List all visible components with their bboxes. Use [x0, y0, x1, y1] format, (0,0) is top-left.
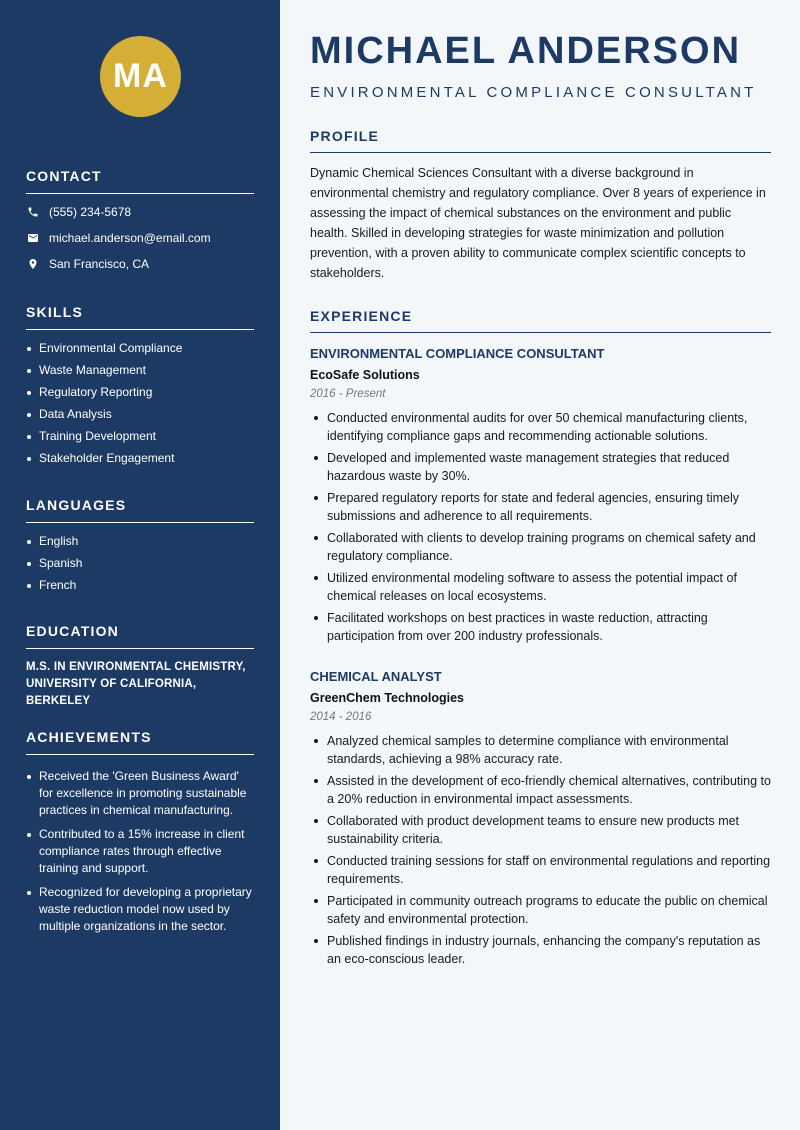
- candidate-name: MICHAEL ANDERSON: [310, 30, 742, 72]
- languages-list: [26, 533, 254, 594]
- job-company: GreenChem Technologies: [310, 691, 464, 705]
- list-item: Collaborated with product development teams to ensure new products met sustainability criteria.: [310, 812, 771, 848]
- email-text: michael.anderson@email.com: [49, 231, 211, 245]
- list-item: Analyzed chemical samples to determine compliance with environmental standards, achieving a 98% accuracy rate.: [310, 732, 771, 768]
- list-item: Spanish: [26, 555, 254, 572]
- list-item: Regulatory Reporting: [26, 384, 254, 401]
- skills-heading: SKILLS: [26, 304, 254, 330]
- list-item: Participated in community outreach programs to educate the public on chemical safety and environmental protection.: [310, 892, 771, 928]
- list-item: Recognized for developing a proprietary waste reduction model now used by multiple organizations in the sector.: [26, 884, 254, 935]
- contact-email: [26, 225, 254, 251]
- list-item: Stakeholder Engagement: [26, 450, 254, 467]
- education-section: [26, 623, 254, 710]
- contact-heading: CONTACT: [26, 168, 254, 194]
- job-bullets: [310, 732, 771, 968]
- location-text: San Francisco, CA: [49, 257, 150, 271]
- list-item: Conducted training sessions for staff on environmental regulations and reporting requirements.: [310, 852, 771, 888]
- avatar: MA: [100, 36, 181, 117]
- achievements-heading: ACHIEVEMENTS: [26, 729, 254, 755]
- list-item: Training Development: [26, 428, 254, 445]
- skills-section: [26, 304, 254, 472]
- list-item: English: [26, 533, 254, 550]
- list-item: Contributed to a 15% increase in client compliance rates through effective training and support.: [26, 826, 254, 877]
- experience-heading: EXPERIENCE: [310, 308, 771, 333]
- list-item: French: [26, 577, 254, 594]
- achievements-list: [26, 768, 254, 935]
- list-item: Waste Management: [26, 362, 254, 379]
- location-pin-icon: [26, 257, 40, 271]
- list-item: Data Analysis: [26, 406, 254, 423]
- list-item: Published findings in industry journals, enhancing the company's reputation as an eco-conscious leader.: [310, 932, 771, 968]
- list-item: Prepared regulatory reports for state and federal agencies, ensuring timely submissions and adherence to all requirements.: [310, 489, 771, 525]
- candidate-title: ENVIRONMENTAL COMPLIANCE CONSULTANT: [310, 84, 757, 101]
- list-item: Received the 'Green Business Award' for excellence in promoting sustainable practices in chemical manufacturing.: [26, 768, 254, 819]
- skills-list: [26, 340, 254, 467]
- job-dates: 2014 - 2016: [310, 711, 372, 723]
- job-company: EcoSafe Solutions: [310, 368, 420, 382]
- job-entry: [310, 669, 771, 972]
- list-item: Utilized environmental modeling software to assess the potential impact of chemical releases on local ecosystems.: [310, 569, 771, 605]
- email-icon: [26, 231, 40, 245]
- phone-text: (555) 234-5678: [49, 205, 132, 219]
- list-item: Assisted in the development of eco-friendly chemical alternatives, contributing to a 20% reduction in environmental impact assessments.: [310, 772, 771, 808]
- list-item: Facilitated workshops on best practices in waste reduction, attracting participation from over 200 industry professionals.: [310, 609, 771, 645]
- job-bullets: [310, 409, 771, 645]
- profile-text: Dynamic Chemical Sciences Consultant with a diverse background in environmental chemistry and regulatory compliance. Over 8 years of experience in assessing the impact of chemical substances on the environment and public health. Skilled in developing strategies for waste minimization and pollution prevention, with a proven ability to communicate complex scientific concepts to stakeholders.: [310, 166, 766, 280]
- education-degree: [26, 659, 254, 710]
- contact-phone: [26, 199, 254, 225]
- job-entry: [310, 346, 771, 649]
- sidebar: [0, 0, 280, 1130]
- list-item: Collaborated with clients to develop training programs on chemical safety and regulatory compliance.: [310, 529, 771, 565]
- languages-section: [26, 497, 254, 599]
- languages-heading: LANGUAGES: [26, 497, 254, 523]
- contact-location: [26, 251, 254, 277]
- job-title: CHEMICAL ANALYST: [310, 669, 442, 684]
- list-item: Environmental Compliance: [26, 340, 254, 357]
- education-line-2: UNIVERSITY OF CALIFORNIA, BERKELEY: [26, 678, 197, 707]
- education-line-1: M.S. IN ENVIRONMENTAL CHEMISTRY,: [26, 661, 246, 673]
- list-item: Conducted environmental audits for over 50 chemical manufacturing clients, identifying compliance gaps and recommending actionable solutions.: [310, 409, 771, 445]
- job-title: ENVIRONMENTAL COMPLIANCE CONSULTANT: [310, 346, 605, 361]
- list-item: Developed and implemented waste management strategies that reduced hazardous waste by 30%.: [310, 449, 771, 485]
- phone-icon: [26, 205, 40, 219]
- education-heading: EDUCATION: [26, 623, 254, 649]
- contact-section: [26, 168, 254, 277]
- achievements-section: [26, 729, 254, 942]
- job-dates: 2016 - Present: [310, 388, 386, 400]
- profile-heading: PROFILE: [310, 128, 771, 153]
